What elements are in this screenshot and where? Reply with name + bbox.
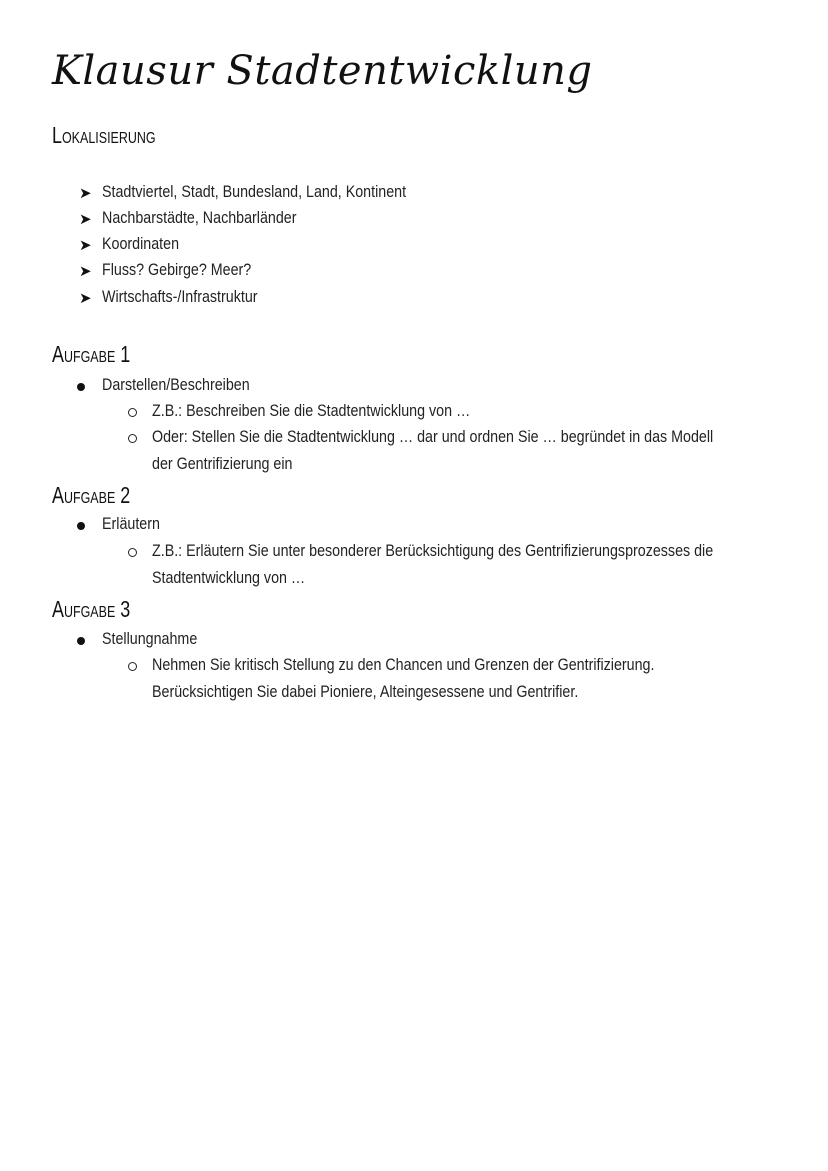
list-item: Koordinaten [102, 234, 180, 253]
hollow-circle-bullet-icon [128, 434, 137, 443]
list-item: Erläutern [102, 514, 160, 533]
page-title: Klausur Stadtentwicklung [52, 48, 593, 94]
arrowhead-bullet-icon: ➤ [79, 289, 92, 307]
filled-bullet-icon [77, 383, 85, 391]
sub-list-item-continuation: Stadtentwicklung von … [152, 568, 306, 587]
sub-list-item-continuation: der Gentrifizierung ein [152, 454, 293, 473]
section-heading-aufgabe-1: Aufgabe 1 [52, 341, 131, 367]
list-item: Nachbarstädte, Nachbarländer [102, 208, 297, 227]
arrowhead-bullet-icon: ➤ [79, 262, 92, 280]
sub-list-item: Z.B.: Beschreiben Sie die Stadtentwicklung von … [152, 401, 471, 420]
hollow-circle-bullet-icon [128, 408, 137, 417]
filled-bullet-icon [77, 637, 85, 645]
sub-list-item: Oder: Stellen Sie die Stadtentwicklung … dar und ordnen Sie … begründet in das Modell [152, 427, 714, 446]
section-heading-aufgabe-3: Aufgabe 3 [52, 596, 131, 622]
sub-list-item-continuation: Berücksichtigen Sie dabei Pioniere, Alteingesessene und Gentrifier. [152, 682, 579, 701]
list-item: Darstellen/Beschreiben [102, 375, 250, 394]
list-item: Stadtviertel, Stadt, Bundesland, Land, Kontinent [102, 182, 407, 201]
arrowhead-bullet-icon: ➤ [79, 210, 92, 228]
sub-list-item: Nehmen Sie kritisch Stellung zu den Chancen und Grenzen der Gentrifizierung. [152, 655, 655, 674]
list-item: Stellungnahme [102, 629, 198, 648]
list-item: Fluss? Gebirge? Meer? [102, 260, 252, 279]
arrowhead-bullet-icon: ➤ [79, 184, 92, 202]
arrowhead-bullet-icon: ➤ [79, 236, 92, 254]
section-heading-aufgabe-2: Aufgabe 2 [52, 482, 131, 508]
hollow-circle-bullet-icon [128, 662, 137, 671]
list-item: Wirtschafts-/Infrastruktur [102, 287, 258, 306]
filled-bullet-icon [77, 522, 85, 530]
section-heading-lokalisierung: Lokalisierung [52, 122, 156, 148]
sub-list-item: Z.B.: Erläutern Sie unter besonderer Berücksichtigung des Gentrifizierungsprozesses die [152, 541, 714, 560]
hollow-circle-bullet-icon [128, 548, 137, 557]
